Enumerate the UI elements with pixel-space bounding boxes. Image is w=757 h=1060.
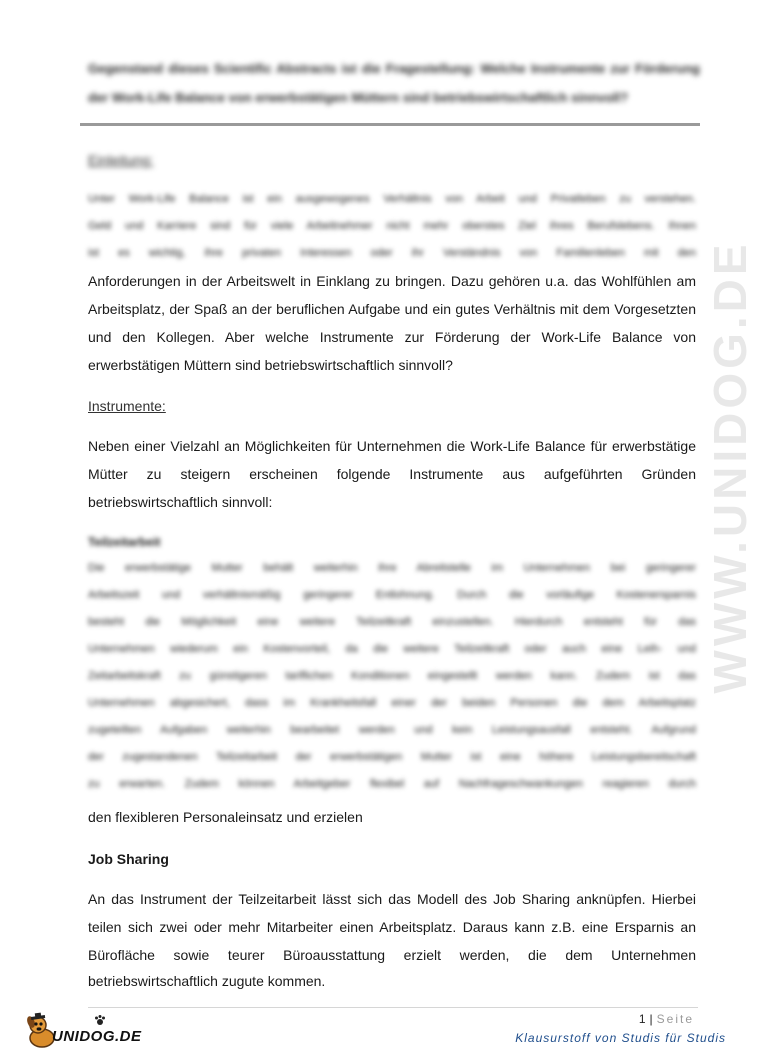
blurred-text-line: Arbeitszeit und verhältnismäßig geringerer Entlohnung. Durch die vorläufige Kostenersparnis	[88, 589, 696, 601]
body-text-line: betriebswirtschaftlich sinnvoll:	[88, 494, 273, 510]
page-word: Seite	[656, 1012, 694, 1026]
body-text-line: den flexibleren Personaleinsatz und erzielen	[88, 809, 363, 825]
paw-icon	[94, 1014, 106, 1026]
footer-divider	[88, 1007, 698, 1008]
blurred-text-line: Unternehmen wiederum ein Kostenvorteil, da die weitere Teilzeitkraft oder auch eine Leih- und	[88, 643, 696, 655]
body-text-line: und den Kollegen. Aber welche Instrumente zur Förderung der Work-Life Balance von	[88, 329, 696, 345]
blurred-text-line: zu erwarten. Zudem können Arbeitgeber flexibel auf Nachfrageschwankungen reagieren durch	[88, 778, 696, 790]
section-label-einleitung: Einleitung:	[88, 152, 154, 168]
watermark: WWW.UNIDOG.DE	[704, 240, 756, 694]
body-text-line: An das Instrument der Teilzeitarbeit lässt sich das Modell des Job Sharing anknüpfen. Hierbei	[88, 891, 696, 907]
heading-teilzeitarbeit: Teilzeitarbeit	[88, 535, 161, 549]
footer-tagline: Klausurstoff von Studis für Studis	[515, 1031, 726, 1045]
body-text-line: erwerbstätigen Müttern sind betriebswirtschaftlich sinnvoll?	[88, 357, 453, 373]
unidog-logo	[24, 1012, 154, 1050]
blurred-text-line: Unter Work-Life Balance ist ein ausgewogenes Verhältnis von Arbeit und Privatleben zu verstehen.	[88, 193, 696, 205]
blurred-text-line: Geld und Karriere sind für viele Arbeitnehmer nicht mehr oberstes Ziel ihres Berufslebens. Ihnen	[88, 220, 696, 232]
body-text-line: teilen sich zwei oder mehr Mitarbeiter einen Arbeitsplatz. Daraus kann z.B. eine Ersparnis an	[88, 919, 696, 935]
title-divider	[80, 123, 700, 126]
document-title: Gegenstand dieses Scientific Abstracts ist die Fragestellung: Welche Instrumente zur Förderung der Work-Life Balance von erwerbstätigen Müttern sind betriebswirtschaftlich sinnvoll?	[88, 61, 700, 105]
body-text-line: Neben einer Vielzahl an Möglichkeiten für Unternehmen die Work-Life Balance für erwerbstätige	[88, 438, 696, 454]
blurred-text-line: Die erwerbstätige Mutter behält weiterhin ihre Abreitstelle im Unternehmen bei geringerer	[88, 562, 696, 574]
section-label-instrumente: Instrumente:	[88, 398, 166, 414]
blurred-text-line: besteht die Möglichkeit eine weitere Teilzeitkraft einzustellen. Hierdurch entsteht für das	[88, 616, 696, 628]
heading-job-sharing: Job Sharing	[88, 851, 169, 867]
page-number-value: 1	[638, 1012, 646, 1026]
body-text-line: Arbeitsplatz, der Spaß an der beruflichen Aufgabe und ein gutes Verhältnis mit dem Vorgesetzten	[88, 301, 696, 317]
blurred-text-line: Zeitarbeitskraft zu günstigeren tariflichen Konditionen eingestellt werden kann. Zudem ist das	[88, 670, 696, 682]
blurred-text-line: ist es wichtig, ihre privaten Interessen oder ihr Verständnis von Familienleben mit den	[88, 247, 696, 259]
page-number-separator: |	[649, 1012, 653, 1026]
blurred-text-line: der zugestandenen Teilzeitarbeit der erwerbstätigen Mutter ist eine höhere Leistungsbereitschaft	[88, 751, 696, 763]
blurred-text-line: zugeteilten Aufgaben weiterhin bearbeitet werden und kein Leistungsausfall entsteht. Aufgrund	[88, 724, 696, 736]
blurred-text-line: Unternehmen abgesichert, dass im Krankheitsfall einer der beiden Personen die dem Arbeitsplatz	[88, 697, 696, 709]
body-text-line: Bürofläche sowie teurer Büroausstattung erzielt werden, die dem Unternehmen	[88, 947, 696, 963]
body-text-line: Mütter zu steigern erscheinen folgende Instrumente aus aufgeführten Gründen	[88, 466, 696, 482]
body-text-line: betriebswirtschaftlich zugute kommen.	[88, 973, 326, 989]
logo-text: UNIDOG.DE	[52, 1028, 142, 1045]
page-number	[560, 1012, 694, 1026]
body-text-line: Anforderungen in der Arbeitswelt in Einklang zu bringen. Dazu gehören u.a. das Wohlfühlen am	[88, 273, 696, 289]
